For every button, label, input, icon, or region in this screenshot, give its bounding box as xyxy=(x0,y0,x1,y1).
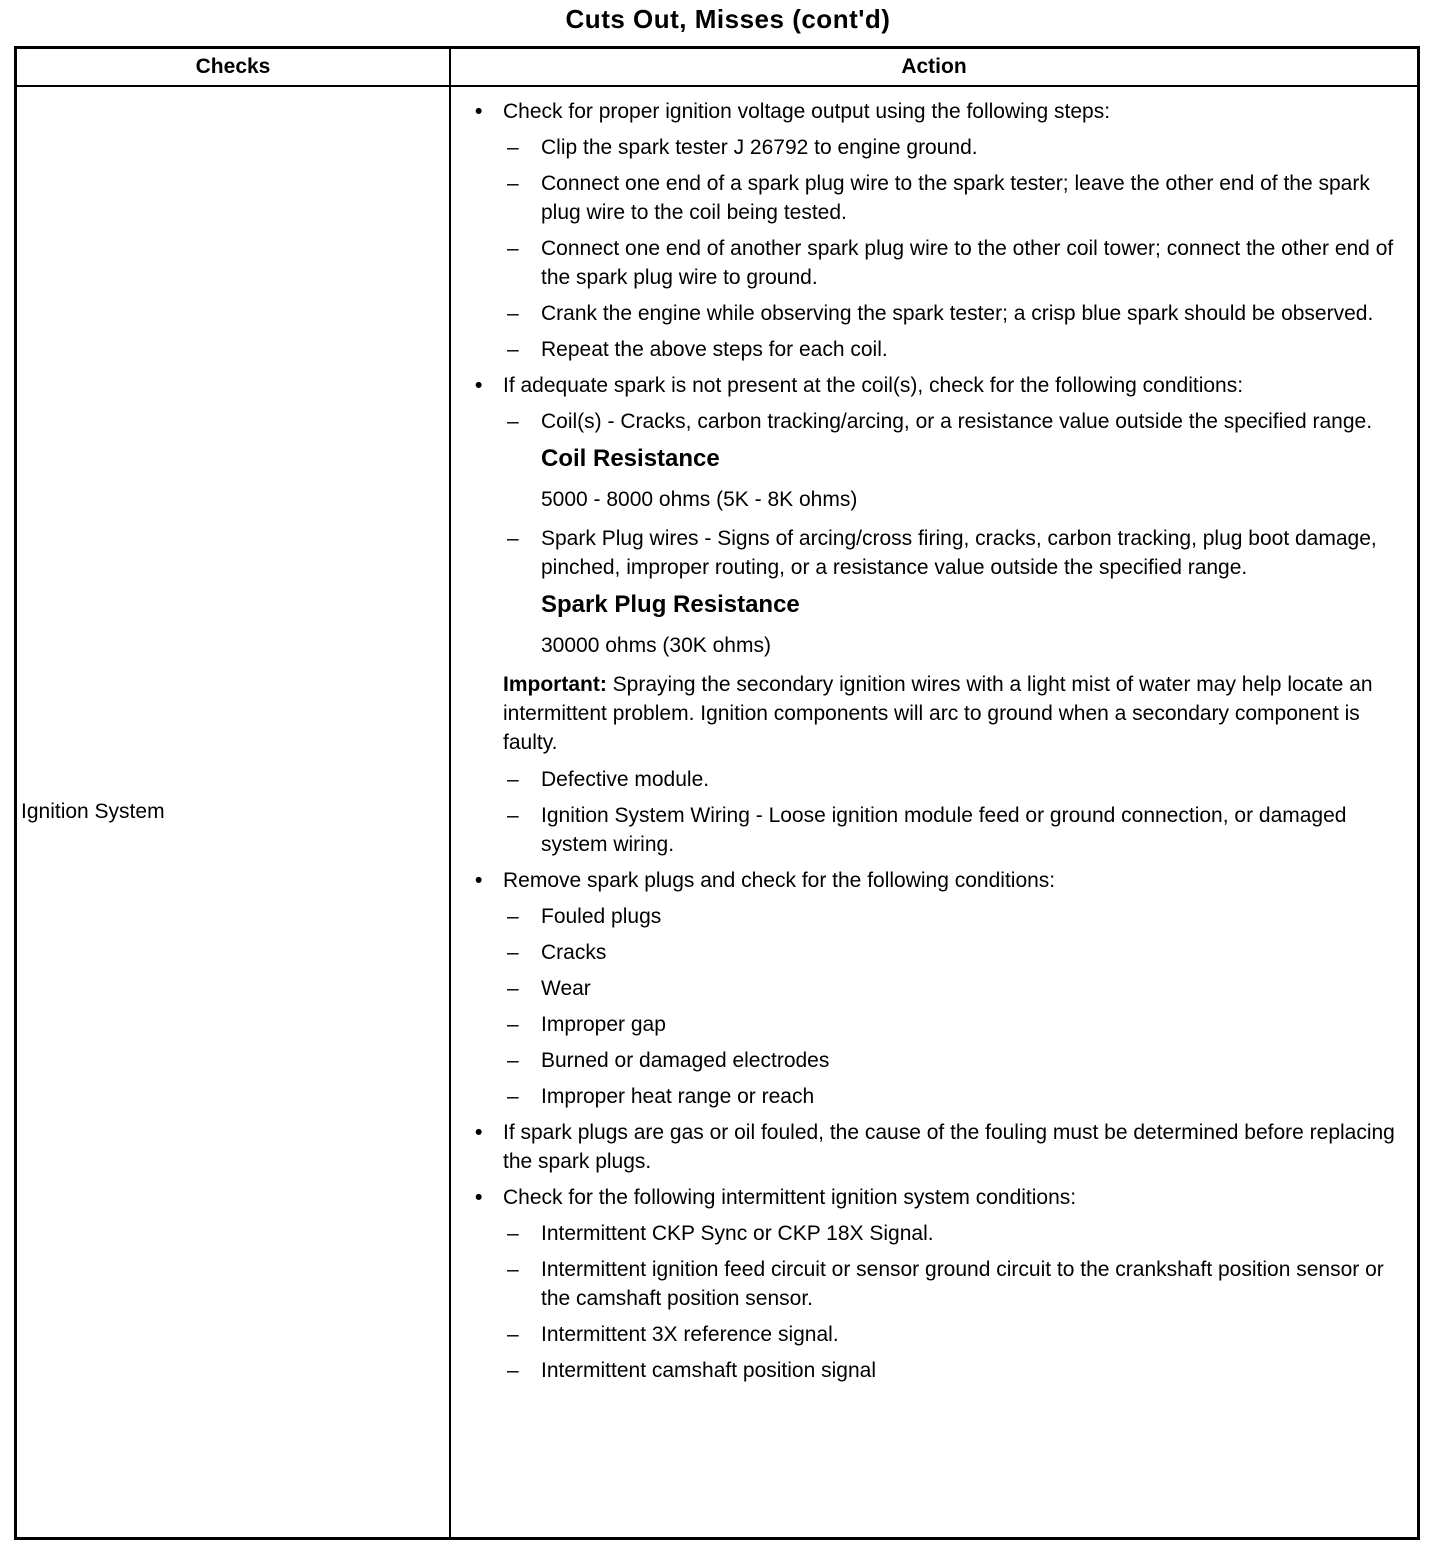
coil-resistance-heading: Coil Resistance xyxy=(541,445,720,472)
action-step: – Fouled plugs xyxy=(507,905,662,928)
bullet-text: Check for the following intermittent ignition system conditions: xyxy=(503,1186,1077,1209)
checks-column-header: Checks xyxy=(16,48,451,87)
action-step: – Connect one end of a spark plug wire to the spark tester; leave the other end of the spark plug wire to the coil being tested. xyxy=(507,172,1370,224)
action-cell xyxy=(450,86,1419,1539)
action-step: – Crank the engine while observing the spark tester; a crisp blue spark should be observed. xyxy=(507,302,1374,325)
action-step: – Coil(s) - Cracks, carbon tracking/arcing, or a resistance value outside the specified range. xyxy=(507,410,1373,433)
bullet-text: If adequate spark is not present at the coil(s), check for the following conditions: xyxy=(503,374,1244,397)
action-step: – Intermittent 3X reference signal. xyxy=(507,1323,839,1346)
action-step: – Intermittent ignition feed circuit or sensor ground circuit to the crankshaft position sensor or the camshaft position sensor. xyxy=(507,1258,1384,1310)
spark-plug-resistance-heading: Spark Plug Resistance xyxy=(541,591,800,618)
checks-action-table xyxy=(14,46,1420,1540)
action-step: – Defective module. xyxy=(507,768,710,791)
action-step: – Improper gap xyxy=(507,1013,666,1036)
action-bullet: • If adequate spark is not present at the coil(s), check for the following conditions: xyxy=(475,371,1407,400)
action-step: – Repeat the above steps for each coil. xyxy=(507,338,888,361)
important-note xyxy=(503,670,1407,757)
page-title: Cuts Out, Misses (cont'd) xyxy=(565,4,891,34)
bullet-text: If spark plugs are gas or oil fouled, the cause of the fouling must be determined before replacing the spark plugs. xyxy=(503,1121,1395,1173)
action-step: – Cracks xyxy=(507,941,607,964)
action-column-header: Action xyxy=(450,48,1419,87)
action-step: – Burned or damaged electrodes xyxy=(507,1049,830,1072)
action-step: – Wear xyxy=(507,977,591,1000)
table-header-row xyxy=(16,48,1419,87)
check-cell: Ignition System xyxy=(16,86,451,1539)
action-step: – Connect one end of another spark plug wire to the other coil tower; connect the other end of the spark plug wire to ground. xyxy=(507,237,1394,289)
table-row xyxy=(16,86,1419,1539)
coil-resistance-value: 5000 - 8000 ohms (5K - 8K ohms) xyxy=(541,488,858,511)
action-step: – Intermittent CKP Sync or CKP 18X Signal. xyxy=(507,1222,934,1245)
spark-plug-resistance-value: 30000 ohms (30K ohms) xyxy=(541,634,771,657)
bullet-text: Check for proper ignition voltage output using the following steps: xyxy=(503,100,1111,123)
action-step: – Ignition System Wiring - Loose ignition module feed or ground connection, or damaged system wiring. xyxy=(507,804,1347,856)
action-step: – Spark Plug wires - Signs of arcing/cross firing, cracks, carbon tracking, plug boot damage, pinched, improper routing, or a resistance value outside the specified range. xyxy=(507,527,1377,579)
bullet-text: Remove spark plugs and check for the following conditions: xyxy=(503,869,1056,892)
action-bullet: • Check for the following intermittent ignition system conditions: xyxy=(475,1183,1407,1212)
important-text: Spraying the secondary ignition wires with a light mist of water may help locate an intermittent problem. Ignition components will arc to ground when a secondary component is faulty. xyxy=(503,673,1373,754)
action-step: – Intermittent camshaft position signal xyxy=(507,1359,876,1382)
action-step: – Clip the spark tester J 26792 to engine ground. xyxy=(507,136,978,159)
important-label: Important: xyxy=(503,673,607,696)
action-bullet: • Check for proper ignition voltage output using the following steps: xyxy=(475,97,1407,126)
action-bullet: • If spark plugs are gas or oil fouled, the cause of the fouling must be determined before replacing the spark plugs. xyxy=(475,1118,1407,1176)
action-bullet: • Remove spark plugs and check for the following conditions: xyxy=(475,866,1407,895)
action-step: – Improper heat range or reach xyxy=(507,1085,815,1108)
